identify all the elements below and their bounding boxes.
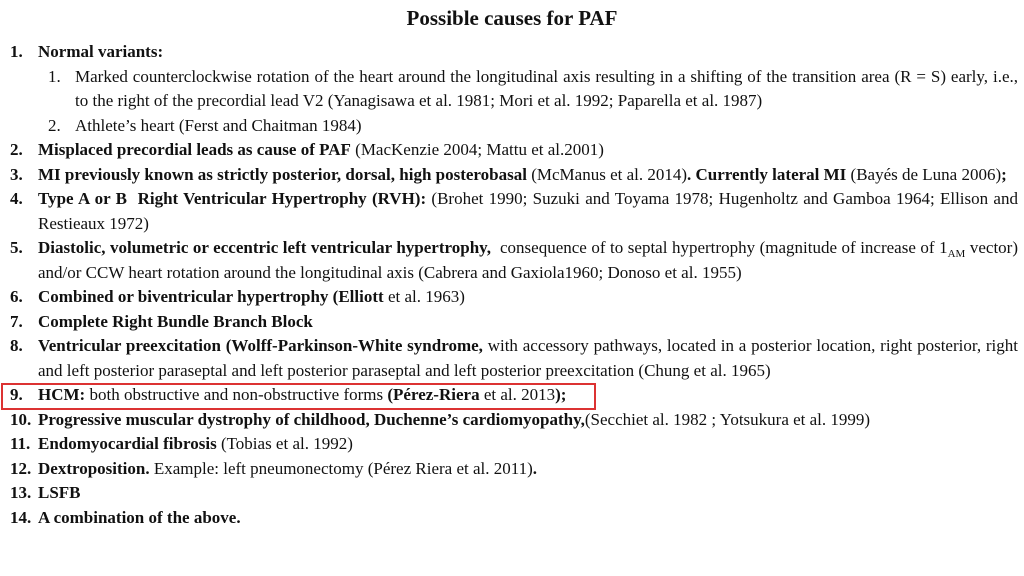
item-description-cont: vector) and/or CCW heart rotation around the longitudinal axis (Cabrera and Gaxiola1960; Donoso et al. 1955)	[38, 238, 1019, 282]
cause-item-14	[10, 506, 1018, 531]
subitem-number: 1.	[48, 66, 61, 86]
item-citation: (Secchiet al. 1982 ; Yotsukura et al. 1999)	[584, 409, 871, 429]
item-citation: (Brohet 1990; Suzuki and Toyama 1978; Hugenholtz and Gamboa 1964; Ellison and Restieaux 1972)	[38, 189, 1018, 233]
item-text	[38, 506, 1018, 531]
item-heading: Complete Right Bundle Branch Block	[38, 311, 313, 331]
item-number: 2.	[10, 140, 23, 159]
item-number: 14.	[10, 507, 32, 527]
item-heading-secondary: . Currently lateral MI	[687, 164, 847, 184]
cause-item-10	[10, 408, 1018, 433]
cause-item-2	[10, 138, 1018, 163]
item-text	[38, 236, 1018, 285]
item-description: consequence of to septal hypertrophy (magnitude of increase of 1	[490, 238, 948, 257]
subitem-1-1	[48, 65, 1018, 114]
item-punctuation: ;	[1001, 164, 1007, 184]
cause-item-6	[10, 285, 1018, 310]
item-heading: Misplaced precordial leads as cause of PAF	[38, 140, 351, 159]
item-number: 7.	[10, 311, 23, 331]
item-number: 8.	[10, 336, 23, 355]
item-citation: et al. 2013	[479, 385, 556, 404]
item-text	[38, 138, 1018, 163]
item-text	[38, 187, 1018, 236]
item-number: 3.	[10, 164, 23, 184]
item-text	[38, 163, 1018, 188]
item-citation: (Bayés de Luna 2006)	[846, 164, 1002, 184]
item-number: 4.	[10, 189, 23, 208]
item-heading: Normal variants:	[38, 42, 164, 61]
cause-item-4	[10, 187, 1018, 236]
item-text	[38, 432, 1018, 457]
cause-item-7	[10, 310, 1018, 335]
item-description: with accessory pathways, located in a posterior location, right posterior, right and left posterior paraseptal and left posterior paraseptal and left posterior preexcitation (Chung et al. 1965)	[38, 336, 1018, 380]
item-number: 5.	[10, 238, 23, 257]
item-number: 12.	[10, 458, 32, 478]
item-heading: Type A or B Right Ventricular Hypertrophy (RVH):	[38, 189, 427, 208]
cause-item-1	[10, 40, 1018, 65]
item-number: 13.	[10, 483, 32, 502]
item-heading: HCM:	[38, 385, 86, 404]
item-text	[38, 481, 1018, 506]
subitem-description: Marked counterclockwise rotation of the heart around the longitudinal axis resulting in a shifting of the transition area (R = S) early, i.e., to the right of the precordial lead V2 (Yanagisawa et al. 1981; Mori et al. 1992; Paparella et al. 1987)	[75, 66, 1018, 110]
item-text	[38, 310, 1018, 335]
cause-item-13	[10, 481, 1018, 506]
item-heading: Endomyocardial fibrosis	[38, 434, 217, 453]
subitem-text	[75, 65, 1018, 114]
subitem-description: Athlete’s heart (Ferst and Chaitman 1984)	[75, 115, 362, 135]
subitem-1-2	[48, 114, 1018, 139]
cause-item-3	[10, 163, 1018, 188]
causes-list	[10, 40, 1018, 530]
item-heading: Ventricular preexcitation (Wolff-Parkinson-White syndrome,	[38, 336, 483, 355]
item-description: both obstructive and non-obstructive forms	[85, 385, 388, 404]
item-heading: Diastolic, volumetric or eccentric left ventricular hypertrophy,	[38, 238, 491, 257]
cause-item-11	[10, 432, 1018, 457]
item-text	[38, 285, 1018, 310]
item-number: 6.	[10, 287, 23, 306]
item-punctuation: .	[532, 458, 538, 478]
item-number: 11.	[10, 434, 31, 453]
page-title: Possible causes for PAF	[406, 6, 618, 30]
item-text	[38, 383, 1018, 408]
item-text	[38, 457, 1018, 482]
item-citation: (MacKenzie 2004; Mattu et al.2001)	[350, 140, 604, 159]
cause-item-12	[10, 457, 1018, 482]
item-heading: Progressive muscular dystrophy of childhood, Duchenne’s cardiomyopathy,	[38, 409, 585, 429]
item-citation: et al. 1963)	[383, 287, 465, 306]
item-citation-author: (Pérez-Riera	[387, 385, 480, 404]
item-heading: Combined or biventricular hypertrophy (Elliott	[38, 287, 384, 306]
item-number: 1.	[10, 42, 23, 61]
item-number: 10.	[10, 409, 32, 429]
cause-item-9	[10, 383, 1018, 408]
item-text	[38, 334, 1018, 383]
item-description: Example: left pneumonectomy (Pérez Riera et al. 2011)	[149, 458, 533, 478]
item-number: 9.	[10, 385, 23, 404]
item-text	[38, 40, 1018, 65]
subitem-text	[75, 114, 1018, 139]
vector-subscript: AM	[947, 248, 966, 260]
cause-item-8	[10, 334, 1018, 383]
item-heading: A combination of the above.	[38, 507, 241, 527]
item-punctuation: );	[555, 385, 567, 404]
item-heading: MI previously known as strictly posterior, dorsal, high posterobasal	[38, 164, 527, 184]
item-text	[38, 408, 1018, 433]
item-heading: LSFB	[38, 483, 81, 502]
cause-item-5	[10, 236, 1018, 285]
subitem-number: 2.	[48, 115, 61, 135]
item-citation: (Tobias et al. 1992)	[216, 434, 353, 453]
item-citation: (McManus et al. 2014)	[526, 164, 688, 184]
item-heading: Dextroposition.	[38, 458, 150, 478]
